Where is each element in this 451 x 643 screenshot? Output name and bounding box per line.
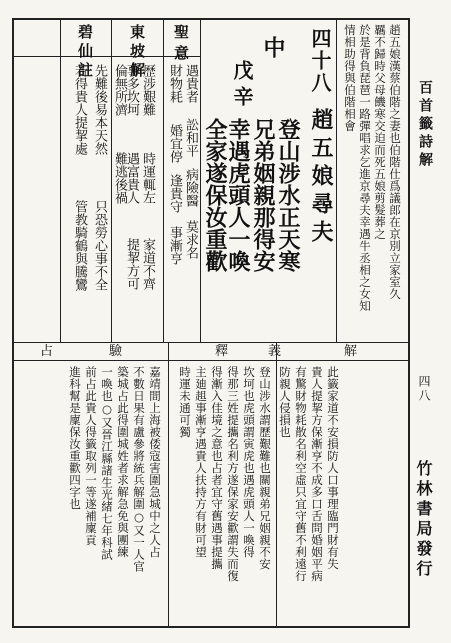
poem-line: 幸遇虎頭人一喚	[225, 118, 251, 272]
section-heading-holy: 聖意	[172, 24, 190, 66]
page-number: 四八	[417, 375, 431, 403]
section-heading-immortal: 碧仙註	[76, 24, 94, 81]
story-line: 情相助得與伯階相會	[343, 24, 357, 132]
explain-line: 貴人提挈方保漸亨不成多口舌問婚姻平病	[310, 366, 324, 582]
divine-line: 一喚也○又晉江縣諸生光緒七年科試	[100, 366, 114, 561]
immortal-item: 只恐勞心事不全	[92, 200, 107, 291]
east-item: 事多坎坷	[124, 64, 139, 116]
interpret-line: 得那三姓提攜名利方遂保家安歡謂失而復	[226, 366, 240, 582]
east-item: 時運輒左	[140, 152, 155, 204]
holy-item: 婚宜停	[167, 124, 182, 163]
east-item: 提挈方可	[124, 238, 139, 290]
holy-item: 事漸亨	[167, 226, 182, 265]
section-heading-explain: 解	[344, 344, 358, 359]
immortal-item: 管教騎鶴與騰鸞	[72, 200, 87, 291]
divine-line: 進科幫是廩保汝重歡四字也	[68, 366, 82, 510]
story-line: 羈不歸時父母饑寒交迫而死五娘剪髮葬之	[373, 24, 387, 240]
book-title: 百首籤詩解	[417, 80, 433, 170]
divine-line: 築城占此得圍城姓者求解急免與團練	[116, 366, 130, 558]
story-line: 趙五娘漢蔡伯階之妻也伯階仕爲議郎在京別立家室久	[388, 24, 402, 300]
interpret-line: 坎坷也虎頭謂寅虎也遇虎頭人一喚得	[242, 366, 256, 558]
explain-line: 有驚財物耗散名利空虛只宜守舊不利遠行	[294, 366, 308, 582]
divine-line: 嘉靖間上海被倭寇害圍急城中之人占	[148, 366, 162, 558]
upper-lower-divider	[12, 342, 410, 343]
poem-line: 全家遂保汝重歡	[202, 118, 228, 272]
holy-item: 病險醫	[183, 168, 198, 207]
grade: 中	[260, 36, 286, 58]
interpret-line: 得漸入佳境之意也占者宜守舊遇事提攜	[210, 366, 224, 570]
east-item: 難逃後禍	[112, 152, 127, 204]
poem-title: 趙五娘尋夫	[308, 108, 334, 248]
poem-number: 四十八	[308, 28, 332, 94]
holy-item: 財物耗	[167, 64, 182, 103]
immortal-item: 先難後易本天然	[92, 64, 107, 155]
holy-item: 訟和平	[183, 118, 198, 157]
interpret-line: 時運未通可獨	[178, 366, 192, 438]
holy-item: 莫求名	[183, 220, 198, 259]
east-item: 倫無所濟	[112, 64, 127, 116]
stems: 戊辛	[230, 60, 254, 112]
immortal-item: 若得貴人提挈處	[72, 64, 87, 155]
holy-item: 逢貴守	[167, 174, 182, 213]
east-item: 遇富貴人	[124, 152, 139, 204]
section-heading-divine: 占驗	[40, 344, 179, 359]
publisher: 竹林書局發行	[414, 460, 433, 580]
divine-line: 前占此貴人得籤取列一等遂補廩貢	[84, 366, 98, 546]
explain-line: 此籤家道不安損防人口事理臨門財有失	[326, 366, 340, 570]
interpret-line: 登山涉水謂歷艱難也關親弟兄姻親不安	[258, 366, 272, 570]
section-heading-interpret: 釋義	[215, 344, 322, 359]
east-item: 家道不齊	[140, 238, 155, 290]
poem-line: 兄弟姻親那得安	[250, 118, 276, 272]
interpret-line: 主廸趄事漸亨遇貴人扶持方有財可望	[194, 366, 208, 558]
section-heading-east: 東坡解	[128, 24, 146, 81]
divine-line: 不數日果有盧參將統兵解圍○又一人官	[132, 366, 146, 573]
poem-line: 登山涉水正天寒	[275, 118, 301, 272]
holy-item: 遇貴者	[183, 64, 198, 103]
story-line: 於是背負琵琶一路彈唱求乞進京尋夫幸遇牛丞相之女知	[358, 24, 372, 312]
explain-line: 防親人侵損也	[278, 366, 292, 438]
east-item: 歷涉艱難	[140, 64, 155, 116]
